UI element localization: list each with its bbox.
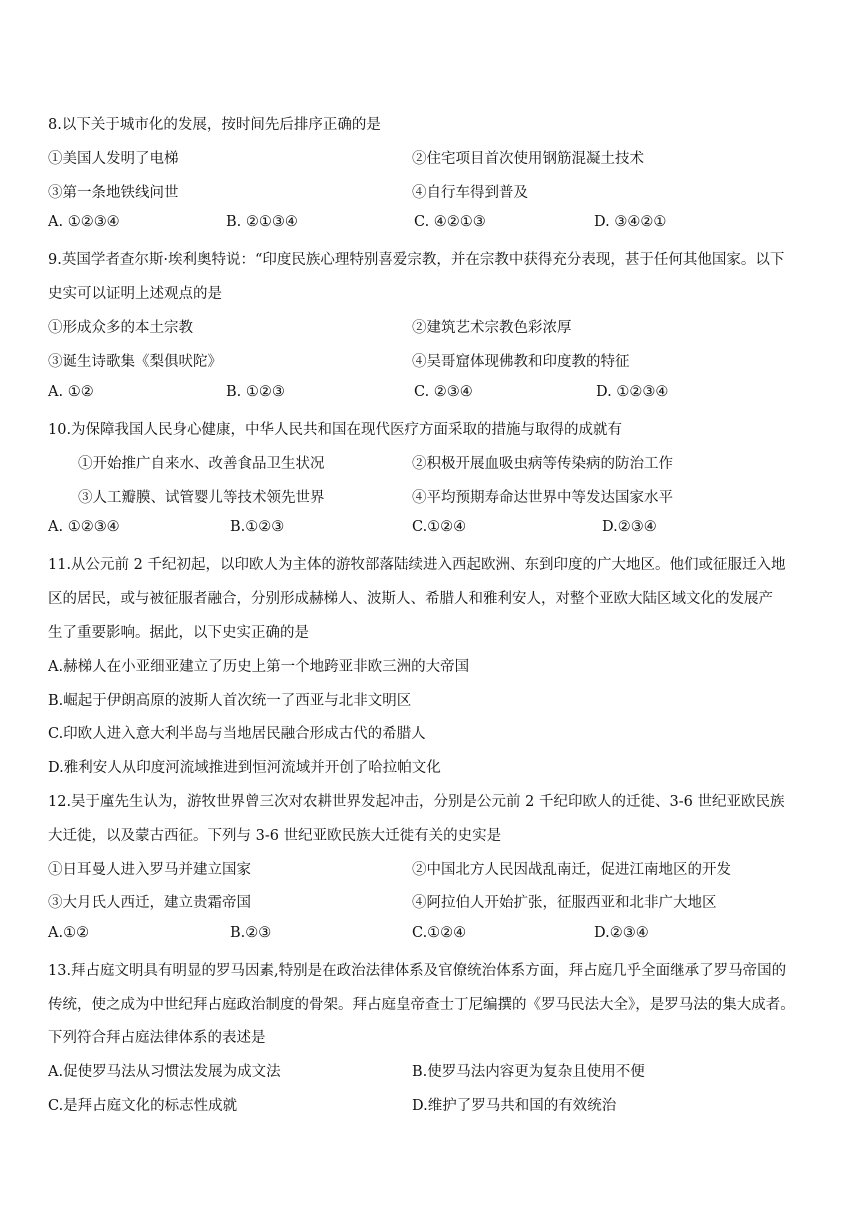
q11-option-c: C.印欧人进入意大利半岛与当地居民融合形成古代的希腊人 xyxy=(48,726,426,742)
q12-item-4: ④阿拉伯人开始扩张，征服西亚和北非广大地区 xyxy=(412,895,717,911)
q12-option-d: D.②③④ xyxy=(594,925,649,941)
q10-option-c: C.①②④ xyxy=(412,519,467,535)
q8-item-1: ①美国人发明了电梯 xyxy=(48,151,179,167)
q11-option-b: B.崛起于伊朗高原的波斯人首次统一了西亚与北非文明区 xyxy=(48,693,412,709)
q8-stem: 8.以下关于城市化的发展，按时间先后排序正确的是 xyxy=(48,117,381,133)
q11-stem-line-1: 11.从公元前 2 千纪初起，以印欧人为主体的游牧部落陆续进入西起欧洲、东到印度的广大地区。他们或征服迁入地 xyxy=(48,557,786,573)
q9-option-a: A. ①② xyxy=(48,384,94,400)
q9-item-2: ②建筑艺术宗教色彩浓厚 xyxy=(412,320,572,336)
q12-option-c: C.①②④ xyxy=(412,925,467,941)
q10-option-b: B.①②③ xyxy=(230,519,285,535)
q8-option-a: A. ①②③④ xyxy=(48,214,120,230)
q8-option-d: D. ③④②① xyxy=(594,214,667,230)
q9-option-b: B. ①②③ xyxy=(226,384,285,400)
q12-stem-line-2: 大迁徙，以及蒙古西征。下列与 3-6 世纪亚欧民族大迁徙有关的史实是 xyxy=(48,828,502,844)
q13-stem-line-2: 传统，使之成为中世纪拜占庭政治制度的骨架。拜占庭皇帝查士丁尼编撰的《罗马民法大全》，是罗马法的集大成者。 xyxy=(48,997,795,1013)
q10-stem: 10.为保障我国人民身心健康，中华人民共和国在现代医疗方面采取的措施与取得的成就有 xyxy=(48,422,623,438)
q13-stem-line-3: 下列符合拜占庭法律体系的表述是 xyxy=(48,1030,266,1046)
q8-item-3: ③第一条地铁线问世 xyxy=(48,185,179,201)
q9-item-3: ③诞生诗歌集《梨俱吠陀》 xyxy=(48,354,222,370)
q13-option-b: B.使罗马法内容更为复杂且使用不便 xyxy=(412,1064,645,1080)
q11-option-a: A.赫梯人在小亚细亚建立了历史上第一个地跨亚非欧三洲的大帝国 xyxy=(48,659,470,675)
q12-option-b: B.②③ xyxy=(230,925,272,941)
q9-item-4: ④吴哥窟体现佛教和印度教的特征 xyxy=(412,354,630,370)
q8-option-b: B. ②①③④ xyxy=(226,214,298,230)
q11-stem-line-2: 区的居民，或与被征服者融合，分别形成赫梯人、波斯人、希腊人和雅利安人，对整个亚欧大陆区域文化的发展产 xyxy=(48,591,773,607)
q9-option-d: D. ①②③④ xyxy=(596,384,669,400)
q13-option-a: A.促使罗马法从习惯法发展为成文法 xyxy=(48,1064,281,1080)
q13-option-c: C.是拜占庭文化的标志性成就 xyxy=(48,1098,238,1114)
q12-item-1: ①日耳曼人进入罗马并建立国家 xyxy=(48,862,251,878)
q10-item-2: ②积极开展血吸虫病等传染病的防治工作 xyxy=(412,456,673,472)
q13-option-d: D.维护了罗马共和国的有效统治 xyxy=(412,1098,617,1114)
q11-stem-line-3: 生了重要影响。据此，以下史实正确的是 xyxy=(48,625,309,641)
q11-option-d: D.雅利安人从印度河流域推进到恒河流域并开创了哈拉帕文化 xyxy=(48,760,441,776)
q9-option-c: C. ②③④ xyxy=(414,384,473,400)
q12-item-3: ③大月氏人西迁，建立贵霜帝国 xyxy=(48,895,251,911)
q13-stem-line-1: 13.拜占庭文明具有明显的罗马因素,特别是在政治法律体系及官僚统治体系方面，拜占庭几乎全面继承了罗马帝国的 xyxy=(48,963,787,979)
q9-item-1: ①形成众多的本土宗教 xyxy=(48,320,193,336)
q8-item-4: ④自行车得到普及 xyxy=(412,185,528,201)
q10-option-a: A. ①②③④ xyxy=(48,519,120,535)
q12-stem-line-1: 12.吴于廑先生认为，游牧世界曾三次对农耕世界发起冲击，分别是公元前 2 千纪印欧人的迁徙、3-6 世纪亚欧民族 xyxy=(48,794,785,810)
q9-stem-line-2: 史实可以证明上述观点的是 xyxy=(48,286,222,302)
q9-stem-line-1: 9.英国学者查尔斯·埃利奥特说：“印度民族心理特别喜爱宗教，并在宗教中获得充分表现，甚于任何其他国家。以下 xyxy=(48,252,785,268)
q8-option-c: C. ④②①③ xyxy=(414,214,486,230)
q10-option-d: D.②③④ xyxy=(602,519,657,535)
q10-item-1: ①开始推广自来水、改善食品卫生状况 xyxy=(78,456,325,472)
q12-option-a: A.①② xyxy=(48,925,90,941)
q8-item-2: ②住宅项目首次使用钢筋混凝土技术 xyxy=(412,151,644,167)
q10-item-4: ④平均预期寿命达世界中等发达国家水平 xyxy=(412,490,673,506)
q12-item-2: ②中国北方人民因战乱南迁，促进江南地区的开发 xyxy=(412,862,731,878)
q10-item-3: ③人工瓣膜、试管婴儿等技术领先世界 xyxy=(78,490,325,506)
